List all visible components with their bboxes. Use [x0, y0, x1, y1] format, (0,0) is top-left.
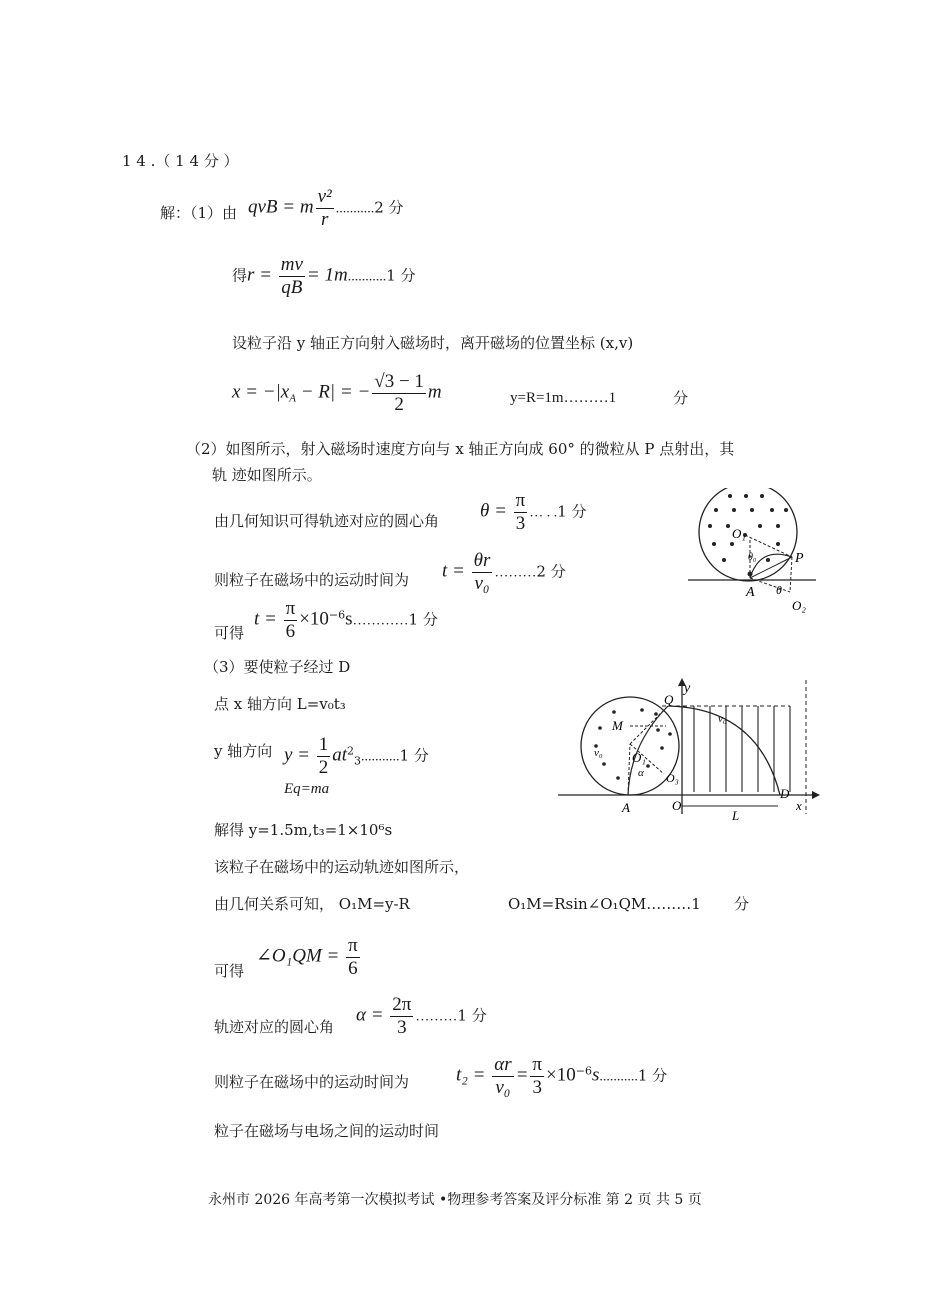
part3-time-eq	[456, 1054, 667, 1099]
result-fraction	[284, 598, 298, 643]
fig2-label-1: M	[612, 718, 623, 733]
part1-eq3	[232, 371, 442, 416]
part3-arc-text: 轨迹对应的圆心角	[214, 1018, 335, 1036]
part1-intro: 解：（1）由	[160, 204, 238, 222]
part3-angle-eq	[256, 935, 362, 980]
t2-den2: 3	[532, 1076, 542, 1098]
y-eq-dots: ...........	[361, 749, 400, 765]
fig2-label-5: O₁	[632, 750, 646, 765]
t2-fraction2	[530, 1054, 544, 1099]
part3-geo-score: 分	[734, 895, 750, 913]
fig1-label-1: θ₀	[748, 552, 757, 563]
result-exp: −6	[328, 608, 346, 622]
result-num: π	[285, 598, 296, 619]
part2-result-text: 可得	[214, 624, 245, 642]
fig2-label-6: α	[638, 767, 644, 779]
result-rhs: ×10	[299, 608, 329, 630]
part1-eq1	[248, 186, 404, 231]
part2-line2: 轨 迹如图所示。	[212, 466, 322, 484]
y-eq-fraction	[317, 734, 331, 779]
time-dots: ………	[494, 565, 537, 581]
t2-den1: v₀	[495, 1076, 511, 1098]
p3-angle-num: π	[348, 935, 358, 956]
arc-num: 2π	[392, 994, 412, 1015]
t2-num2: π	[532, 1054, 543, 1075]
t2-unit: s	[591, 1064, 600, 1086]
fig2-label-11: x	[796, 798, 802, 813]
fig2-label-12: L	[732, 808, 740, 823]
t2-score: 1 分	[637, 1066, 668, 1085]
angle-score: 1 分	[557, 502, 587, 521]
arc-dots: ………	[415, 1009, 458, 1025]
fig2-label-7: O₃	[666, 771, 679, 785]
t2-rhs: ×10	[546, 1064, 576, 1086]
part3-traj-text: 该粒子在磁场中的运动轨迹如图所示，	[214, 858, 470, 876]
page-footer: 永州市 2026 年高考第一次模拟考试 •物理参考答案及评分标准 第 2 页 共 5 页	[208, 1192, 702, 1208]
t2-exp: −6	[575, 1064, 592, 1078]
eq1-num: v²	[317, 186, 332, 207]
part3-line2: 点 x 轴方向 L=v₀t₃	[214, 695, 346, 713]
fig2-label-2: Q	[664, 692, 674, 707]
fig2-label-10: D	[780, 786, 790, 801]
y-eq-rhs: at	[332, 744, 348, 766]
eq2-prefix: 得	[232, 266, 248, 285]
eq2-num: mv	[280, 254, 303, 275]
part2-line1: （2）如图所示，射入磁场时速度方向与 x 轴正方向成 60° 的微粒从 P 点射出，其	[186, 440, 735, 458]
p3-angle-fraction	[346, 935, 360, 980]
question-header: 1 4 .（ 1 4 分 ）	[122, 152, 239, 170]
result-unit: s	[345, 608, 353, 630]
fig2-label-9: O	[672, 798, 682, 813]
eq2-score: 1 分	[386, 266, 416, 285]
angle-den: 3	[515, 512, 526, 534]
y-eq-den: 2	[318, 756, 329, 778]
eq3-sub: A	[289, 392, 296, 405]
y-eq-sub: 3	[354, 754, 362, 768]
eq3-right: y=R=1m………1	[510, 390, 617, 406]
part3-arc-eq	[356, 994, 487, 1039]
p3-angle-den: 6	[348, 957, 358, 979]
fig1-label-0: O₁	[732, 526, 746, 541]
eq1-lhs: qvB = m	[248, 196, 314, 218]
eq2-den: qB	[281, 276, 303, 298]
y-eq-lhs: y =	[284, 744, 315, 766]
eq3-fraction	[372, 371, 426, 416]
result-dots: …………	[352, 613, 409, 629]
y-eq-num: 1	[318, 734, 329, 755]
part1-text1: 设粒子沿 y 轴正方向射入磁场时，离开磁场的位置坐标 (x,v)	[232, 334, 634, 352]
eq3-den: 2	[394, 393, 404, 415]
eq2-fraction	[279, 254, 305, 299]
fig2-label-8: A	[622, 800, 630, 815]
figure-magnetic-circle	[688, 488, 818, 616]
part3-y-eq	[284, 734, 429, 779]
result-score: 1 分	[408, 610, 438, 629]
part2-time-text: 则粒子在磁场中的运动时间为	[214, 571, 410, 589]
fig2-label-3: v₀	[718, 713, 727, 725]
result-lhs: t =	[254, 608, 282, 630]
part2-result-eq	[254, 598, 438, 643]
part1-eq2	[232, 254, 416, 299]
t2-dots: ...........	[599, 1069, 638, 1085]
p3-angle-lhs: ∠O₁QM =	[256, 945, 345, 967]
arc-lhs: α =	[356, 1004, 389, 1026]
t2-num1: αr	[494, 1054, 512, 1075]
angle-lhs: θ =	[480, 500, 512, 522]
y-eq-score: 1 分	[399, 746, 429, 765]
result-den: 6	[285, 620, 296, 642]
eq3-score: 分	[673, 389, 689, 407]
eq2-lhs: r =	[247, 264, 277, 286]
eq2-dots: ...........	[347, 269, 387, 285]
fig1-label-5: O₂	[792, 598, 806, 613]
angle-fraction	[514, 490, 528, 535]
part3-result-prefix: 可得	[214, 962, 245, 980]
part3-y-text: y 轴方向	[214, 742, 273, 760]
angle-num: π	[515, 490, 526, 511]
time-score: 2 分	[536, 562, 566, 581]
eq3-lhs: x = −|x	[232, 381, 290, 403]
y-eq-sup: 2	[347, 744, 355, 758]
eq2-rhs: = 1m	[306, 264, 348, 286]
eq3-num: √3 − 1	[374, 371, 424, 392]
t2-lhs: t₂ =	[456, 1064, 491, 1086]
t2-fraction1	[492, 1054, 513, 1099]
part2-time-eq	[442, 550, 566, 595]
arc-fraction	[390, 994, 413, 1039]
arc-den: 3	[397, 1016, 407, 1038]
part3-eq-force: Eq=ma	[284, 781, 330, 797]
fig1-label-4: θ	[776, 583, 782, 597]
part3-line1: （3）要使粒子经过 D	[204, 658, 351, 676]
eq1-dots: ...........	[335, 201, 375, 217]
fig2-label-4: v₀	[594, 747, 603, 759]
part3-geo-right: O₁M=Rsin∠O₁QM………1	[508, 895, 701, 913]
arc-score: 1 分	[457, 1006, 487, 1025]
eq1-score: 2 分	[374, 198, 404, 217]
time-fraction	[472, 550, 493, 595]
part2-angle-text: 由几何知识可得轨迹对应的圆心角	[214, 512, 440, 530]
eq1-den: r	[320, 208, 329, 230]
time-den: v₀	[474, 572, 490, 594]
part3-geo-text: 由几何关系可知， O₁M=y-R	[214, 895, 410, 913]
fig1-label-2: P	[795, 551, 804, 566]
fig1-label-3: A	[746, 585, 755, 600]
eq1-fraction	[316, 186, 334, 231]
part3-solve: 解得 y=1.5m,t₃=1×10⁶s	[214, 821, 393, 839]
time-lhs: t =	[442, 560, 470, 582]
time-num: θr	[473, 550, 491, 571]
t2-eq: =	[515, 1064, 529, 1086]
fig2-label-0: y	[684, 681, 691, 696]
part2-angle-eq	[480, 490, 587, 535]
part3-time-text: 则粒子在磁场中的运动时间为	[214, 1073, 410, 1091]
eq3-mid: − R| = −	[295, 381, 371, 403]
part3-last: 粒子在磁场与电场之间的运动时间	[214, 1122, 440, 1140]
figure-electric-field	[558, 674, 820, 824]
angle-dots: … . .	[529, 505, 558, 521]
eq3-unit: m	[427, 381, 442, 403]
